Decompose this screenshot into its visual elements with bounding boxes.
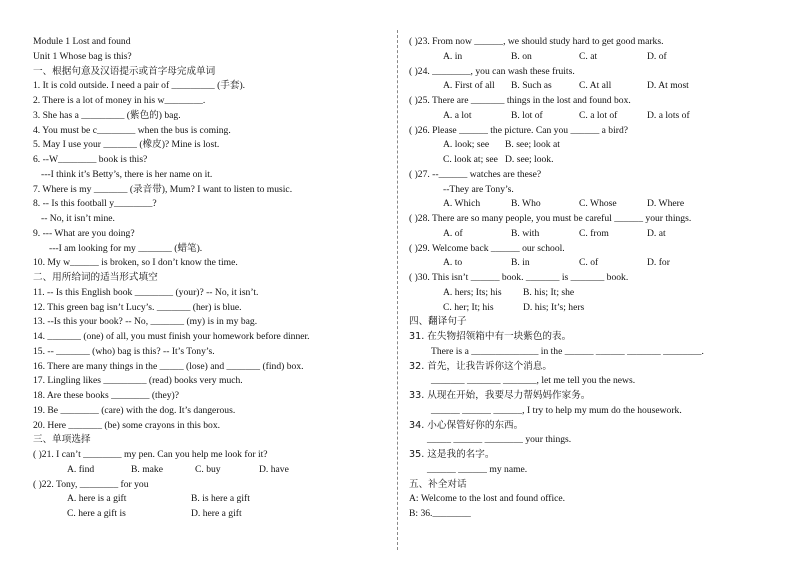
dialogue-a: A: Welcome to the lost and found office. (409, 493, 566, 505)
question-5: 5. May I use your _______ (橡皮)? Mine is lost. (33, 139, 220, 151)
question-18: 18. Are these books ________ (they)? (33, 390, 180, 401)
option-b: B. Who (511, 198, 541, 210)
question-24-options (409, 79, 781, 94)
question-30-options-2 (409, 301, 781, 316)
option-d: D. at (647, 227, 666, 239)
option-c: C. buy (195, 463, 221, 475)
option-c: C. look at; see (443, 154, 498, 165)
question-29: ( )29. Welcome back ______ our school. (409, 242, 565, 254)
option-a: A. to (443, 257, 463, 269)
question-35-answer: ______ ______ my name. (427, 463, 528, 475)
question-23-options (409, 50, 781, 65)
option-a: A. find (67, 463, 95, 475)
question-6-reply: ---I think it’s Betty’s, there is her name on it. (41, 168, 213, 180)
question-24: ( )24. ________, you can wash these fruits. (409, 65, 575, 77)
question-26: ( )26. Please ______ the picture. Can you ______ a bird? (409, 124, 629, 136)
question-19: 19. Be ________ (care) with the dog. It’s dangerous. (33, 404, 236, 416)
option-b: B. in (511, 257, 530, 269)
question-21: ( )21. I can’t ________ my pen. Can you help me look for it? (33, 449, 268, 460)
option-d: D. see; look. (505, 154, 554, 165)
question-30-options-1 (409, 286, 781, 301)
option-d: D. his; It’s; hers (523, 301, 585, 313)
section-heading-2: 二、用所给词的适当形式填空 (33, 272, 158, 283)
option-b: B. Such as (511, 80, 552, 92)
question-13: 13. --Is this your book? -- No, _______ (my) is in my bag. (33, 316, 258, 328)
option-d: D. for (647, 257, 670, 269)
option-a: A. Which (443, 198, 481, 210)
question-12: 12. This green bag isn’t Lucy’s. _______ (her) is blue. (33, 301, 242, 313)
question-35: 35. 这是我的名字。 (409, 449, 495, 460)
option-a: A. First of all (443, 80, 495, 92)
question-22-options-1 (33, 492, 385, 507)
question-34: 34. 小心保管好你的东西。 (409, 419, 524, 431)
option-d: D. here a gift (191, 508, 242, 519)
question-33: 33. 从现在开始，我要尽力帮妈妈作家务。 (409, 390, 591, 401)
option-c: C. here a gift is (67, 508, 126, 519)
option-a: A. look; see (443, 139, 490, 151)
question-17: 17. Lingling likes _________ (read) books very much. (33, 375, 243, 387)
question-28-options (409, 227, 781, 242)
question-30: ( )30. This isn’t ______ book. _______ is _______ book. (409, 272, 629, 283)
option-b: B. make (131, 463, 163, 475)
option-d: D. a lots of (647, 109, 690, 121)
right-column (409, 35, 781, 522)
question-20: 20. Here _______ (be) some crayons in this box. (33, 419, 221, 431)
question-10: 10. My w______ is broken, so I don’t know the time. (33, 257, 238, 269)
question-25-options (409, 109, 781, 124)
question-15: 15. -- _______ (who) bag is this? -- It’s Tony’s. (33, 345, 215, 357)
question-9: 9. --- What are you doing? (33, 227, 135, 239)
dialogue-b: B: 36.________ (409, 508, 471, 519)
question-21-options (33, 463, 385, 478)
question-22-options-2 (33, 507, 385, 522)
section-heading-1: 一、根据句意及汉语提示或首字母完成单词 (33, 65, 216, 77)
option-c: C. a lot of (579, 109, 618, 121)
unit-title: Unit 1 Whose bag is this? (33, 50, 132, 62)
option-d: D. At most (647, 80, 689, 92)
question-27: ( )27. --______ watches are these? (409, 168, 542, 180)
question-9-reply: ---I am looking for my _______ (蜡笔). (49, 242, 203, 254)
option-a: A. of (443, 227, 463, 239)
module-title: Module 1 Lost and found (33, 36, 131, 47)
option-c: C. At all (579, 80, 612, 92)
question-34-answer: _____ ______ ________ your things. (427, 434, 572, 446)
option-a: A. hers; Its; his (443, 286, 502, 298)
option-c: C. at (579, 50, 598, 62)
question-7: 7. Where is my _______ (录音带), Mum? I want to listen to music. (33, 183, 293, 195)
question-16: 16. There are many things in the _____ (lose) and _______ (find) box. (33, 360, 304, 372)
option-d: D. Where (647, 198, 685, 210)
question-3: 3. She has a _________ (紫色的) bag. (33, 109, 181, 121)
left-column (33, 35, 385, 522)
question-27-reply: --They are Tony’s. (443, 183, 514, 195)
question-28: ( )28. There are so many people, you must be careful ______ your things. (409, 213, 692, 224)
option-c: C. Whose (579, 198, 617, 210)
question-23: ( )23. From now ______, we should study hard to get good marks. (409, 36, 664, 47)
question-31: 31. 在失物招领箱中有一块紫色的表。 (409, 331, 572, 342)
option-a: A. in (443, 50, 463, 62)
option-d: D. have (259, 463, 289, 475)
question-14: 14. _______ (one) of all, you must finish your homework before dinner. (33, 331, 310, 342)
question-26-options-2 (409, 153, 781, 168)
question-27-options (409, 197, 781, 212)
option-b: B. see; look at (505, 139, 560, 151)
option-c: C. her; It; his (443, 301, 494, 313)
section-heading-3: 三、单项选择 (33, 434, 91, 446)
question-31-answer: There is a ______________ in the ______ ______ _______ ________. (431, 345, 704, 357)
option-b: B. with (511, 227, 540, 239)
question-2: 2. There is a lot of money in his w________. (33, 95, 206, 106)
option-b: B. lot of (511, 109, 543, 121)
column-divider (397, 30, 398, 550)
option-c: C. of (579, 257, 599, 269)
section-heading-4: 四、翻译句子 (409, 316, 467, 328)
question-26-options-1 (409, 138, 781, 153)
option-b: B. his; It; she (523, 286, 575, 298)
option-b: B. is here a gift (191, 493, 250, 505)
question-25: ( )25. There are _______ things in the lost and found box. (409, 95, 631, 106)
option-c: C. from (579, 227, 609, 239)
option-a: A. a lot (443, 109, 472, 121)
question-6: 6. --W________ book is this? (33, 154, 148, 165)
question-29-options (409, 256, 781, 271)
question-22: ( )22. Tony, ________ for you (33, 478, 149, 490)
question-8-reply: -- No, it isn’t mine. (41, 213, 115, 224)
question-32-answer: _______ _______ _______, let me tell you the news. (431, 375, 636, 387)
option-d: D. of (647, 50, 667, 62)
option-a: A. here is a gift (67, 493, 127, 505)
question-1: 1. It is cold outside. I need a pair of _________ (手套). (33, 80, 246, 92)
question-33-answer: ______ ______ ______, I try to help my mum do the housework. (431, 404, 682, 416)
section-heading-5: 五、补全对话 (409, 478, 467, 490)
option-b: B. on (511, 50, 532, 62)
question-8: 8. -- Is this football y________? (33, 198, 157, 210)
question-4: 4. You must be c________ when the bus is coming. (33, 124, 231, 136)
question-32: 32. 首先，让我告诉你这个消息。 (409, 360, 553, 372)
question-11: 11. -- Is this English book ________ (your)? -- No, it isn’t. (33, 286, 259, 298)
